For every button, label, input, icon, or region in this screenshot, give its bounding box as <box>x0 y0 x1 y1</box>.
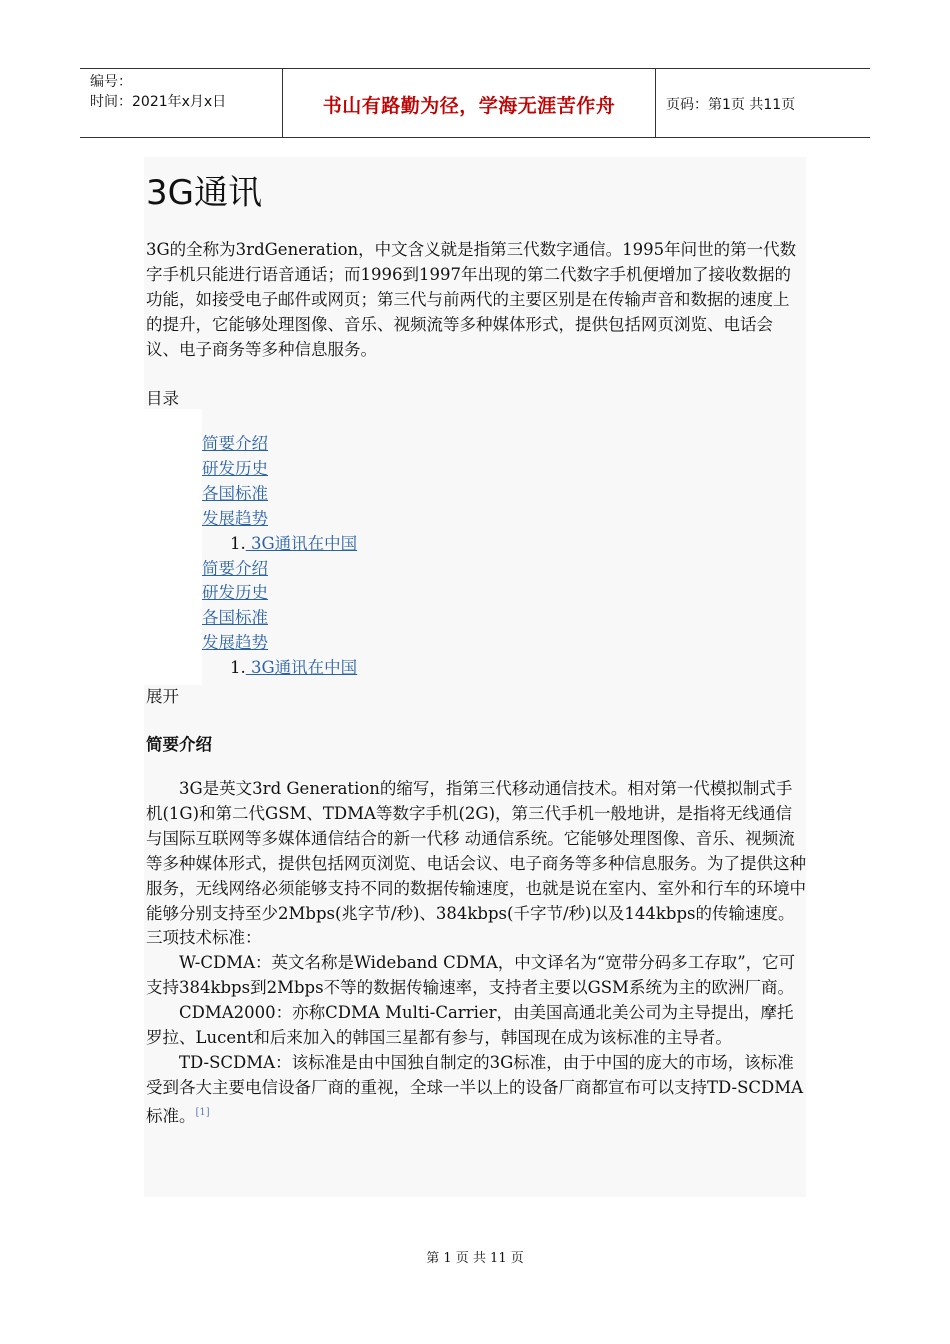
page-footer: 第 1 页 共 11 页 <box>426 1251 524 1266</box>
header-motto-cell <box>282 69 656 137</box>
toc-label: 目录 <box>146 389 179 408</box>
paragraph-wcdma: W-CDMA：英文名称是Wideband CDMA，中文译名为“宽带分码多工存取”，它可支持384kbps到2Mbps不等的数据传输速率，支持者主要以GSM系统为主的欧洲厂商。 <box>146 953 796 998</box>
toc-subitem-2 <box>202 656 357 681</box>
reference-link[interactable]: [1] <box>195 1106 210 1118</box>
motto: 书山有路勤为径，学海无涯苦作舟 <box>322 95 616 117</box>
intro-paragraph: 3G的全称为3rdGeneration，中文含义就是指第三代数字通信。1995年问世的第一代数字手机只能进行语音通话；而1996到1997年出现的第二代数字手机便增加了接收数据的功能，如接受电子邮件或网页；第三代与前两代的主要区别是在传输声音和数据的速度上的提升，它能够处理图像、音乐、视频流等多种媒体形式，提供包括网页浏览、电话会议、电子商务等多种信息服务。 <box>146 240 797 359</box>
toc-link-standards-2[interactable]: 各国标准 <box>202 608 268 628</box>
document-body <box>144 157 806 1197</box>
header-page-cell <box>656 69 870 137</box>
expand-toggle[interactable]: 展开 <box>146 687 179 706</box>
toc-link-trends-2[interactable]: 发展趋势 <box>202 633 268 653</box>
paragraph-overview: 3G是英文3rd Generation的缩写，指第三代移动通信技术。相对第一代模拟制式手机(1G)和第二代GSM、TDMA等数字手机(2G)，第三代手机一般地讲，是指将无线通信与国际互联网等多媒体通信结合的新一代移 动通信系统。它能够处理图像、音乐、视频流等多种媒体形式，提供包括网页浏览、电话会议、电子商务等多种信息服务。为了提供这种服务，无线网络必须能够支持不同的数据传输速度，也就是说在室内、室外和行车的环境中能够分别支持至少2Mbps(兆字节/秒)、384kbps(千字节/秒)以及144kbps的传输速度。 三项技术标准： <box>146 779 806 948</box>
toc-link-intro-2[interactable]: 简要介绍 <box>202 558 268 578</box>
toc-link-intro[interactable]: 简要介绍 <box>202 434 268 453</box>
header-info-cell <box>80 69 281 137</box>
table-of-contents <box>202 432 357 681</box>
paragraph-tdscdma <box>146 1051 806 1129</box>
toc-link-history-2[interactable]: 研发历史 <box>202 583 268 603</box>
toc-link-3g-china[interactable]: 3G通讯在中国 <box>245 533 358 553</box>
toc-subitem <box>202 532 357 557</box>
number-label: 编号： <box>90 74 132 90</box>
section-body <box>146 777 806 1129</box>
page-info: 页码：第1页 共11页 <box>666 97 796 113</box>
toc-subitem-number-2: 1. <box>230 658 246 678</box>
paragraph-cdma2000: CDMA2000：亦称CDMA Multi-Carrier，由美国高通北美公司为主导提出，摩托罗拉、Lucent和后来加入的韩国三星都有参与，韩国现在成为该标准的主导者。 <box>146 1003 794 1048</box>
page-title: 3G通讯 <box>146 173 262 213</box>
date-label: 时间：2021年x月x日 <box>90 94 227 110</box>
toc-link-standards[interactable]: 各国标准 <box>202 483 268 503</box>
toc-subitem-number: 1. <box>230 533 246 553</box>
toc-link-trends[interactable]: 发展趋势 <box>202 508 268 528</box>
section-heading: 简要介绍 <box>146 735 212 754</box>
header-table <box>80 68 870 138</box>
toc-link-3g-china-2[interactable]: 3G通讯在中国 <box>245 658 358 678</box>
toc-link-history[interactable]: 研发历史 <box>202 458 268 478</box>
toc-indent-block <box>144 409 202 685</box>
tdscdma-text: TD-SCDMA：该标准是由中国独自制定的3G标准，由于中国的庞大的市场，该标准受到各大主要电信设备厂商的重视，全球一半以上的设备厂商都宣布可以支持TD-SCDMA标准。 <box>146 1052 804 1126</box>
